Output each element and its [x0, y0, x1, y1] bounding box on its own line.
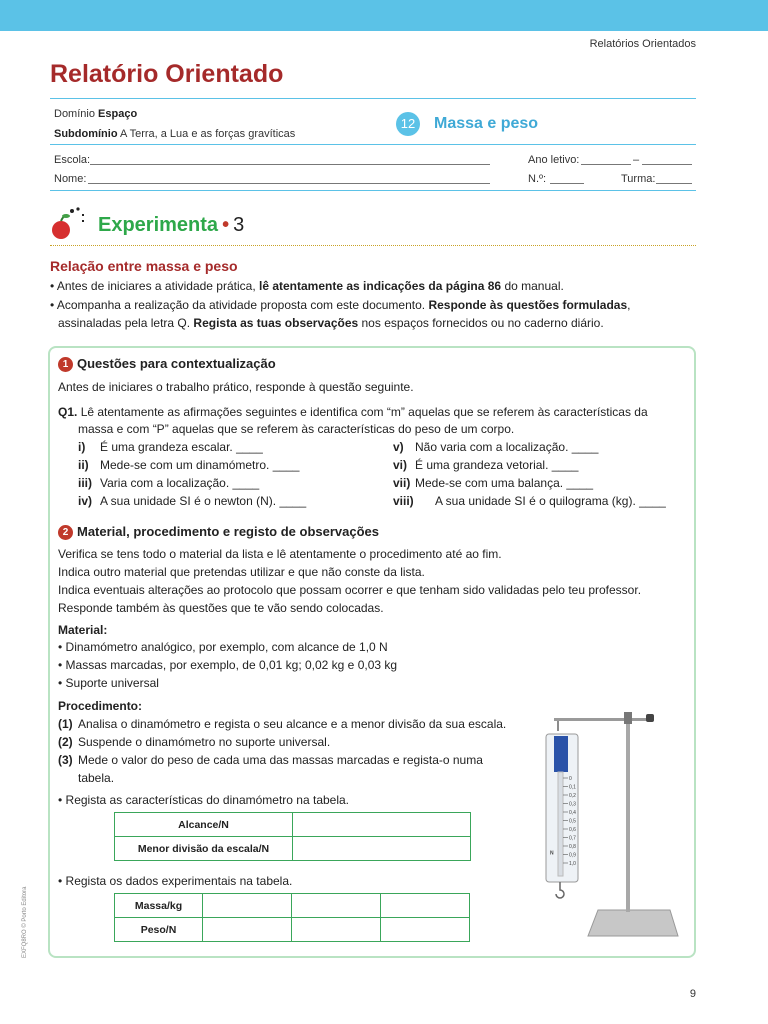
scale-tick-label: 0,2 — [569, 792, 576, 799]
procedure-step: (3) Mede o valor do peso de cada uma das massas marcadas e regista-o numa — [58, 753, 483, 767]
answer-cell[interactable] — [203, 918, 292, 942]
q1-item: viii) A sua unidade SI é o quilograma (kg). ____ — [393, 494, 666, 508]
procedure-step: (1) Analisa o dinamómetro e regista o seu alcance e a menor divisão da sua escala. — [58, 717, 507, 731]
q1-item: i) É uma grandeza escalar. ____ — [78, 440, 263, 454]
subdomain-label: Subdomínio — [54, 128, 118, 140]
divider — [50, 144, 696, 145]
answer-cell[interactable] — [292, 918, 381, 942]
scale-tick-label: 0,4 — [569, 809, 576, 816]
q1-item: vi) É uma grandeza vetorial. ____ — [393, 458, 579, 472]
year-dash: – — [633, 154, 640, 166]
q1-item: iii) Varia com a localização. ____ — [78, 476, 260, 490]
side-credit: EXFQ8RO © Porto Editora — [22, 886, 28, 958]
answer-cell[interactable] — [381, 918, 470, 942]
material-item: • Suporte universal — [58, 676, 159, 690]
scale-tick-label: 1,0 — [569, 860, 576, 867]
domain-line — [54, 108, 137, 120]
table-header-cell: Peso/N — [115, 918, 203, 942]
register-instruction-1: • Regista as características do dinamómetro na tabela. — [58, 793, 350, 807]
name-label: Nome: — [54, 173, 87, 185]
s2-paragraph: Indica eventuais alterações ao protocolo que possam ocorrer e que tenham sido validadas pelo teu professor. — [58, 583, 642, 597]
table-row — [115, 918, 470, 942]
intro-bullet-2: • Acompanha a realização da atividade proposta com este documento. Responde às questões formuladas, — [50, 298, 631, 312]
answer-cell[interactable] — [203, 894, 292, 918]
section-1-number: 1 — [58, 357, 73, 372]
s2-paragraph: Verifica se tens todo o material da lista e lê atentamente o procedimento até ao fim. — [58, 547, 502, 561]
section-title: Relação entre massa e peso — [50, 258, 238, 274]
intro-bullet-1: • Antes de iniciares a atividade prática, lê atentamente as indicações da página 86 do manual. — [50, 279, 564, 293]
class-label: Turma: — [621, 173, 656, 185]
q1-item: ii) Mede-se com um dinamómetro. ____ — [78, 458, 300, 472]
class-field[interactable] — [656, 183, 692, 184]
material-heading: Material: — [58, 623, 108, 637]
unit-number-badge: 12 — [396, 112, 420, 136]
school-field[interactable] — [90, 164, 490, 165]
table-row — [115, 894, 470, 918]
table-row — [115, 813, 471, 837]
answer-cell[interactable] — [293, 837, 471, 861]
section-2-number: 2 — [58, 525, 73, 540]
year-field-end[interactable] — [642, 164, 692, 165]
q1-item: vii) Mede-se com uma balança. ____ — [393, 476, 594, 490]
running-header: Relatórios Orientados — [589, 38, 696, 50]
material-item: • Massas marcadas, por exemplo, de 0,01 kg; 0,02 kg e 0,03 kg — [58, 658, 398, 672]
dotted-divider — [50, 245, 696, 246]
procedure-step: (2) Suspende o dinamómetro no suporte universal. — [58, 735, 331, 749]
data-table — [114, 893, 470, 942]
experiment-heading — [98, 214, 244, 237]
year-field-start[interactable] — [581, 164, 631, 165]
page-title: Relatório Orientado — [50, 60, 284, 88]
q1-label: Q1. — [58, 405, 78, 419]
unit-title: Massa e peso — [434, 115, 539, 132]
s2-paragraph: Responde também às questões que te vão sendo colocadas. — [58, 601, 384, 615]
scale-tick-label: 0,9 — [569, 852, 576, 859]
answer-cell[interactable] — [293, 813, 471, 837]
answer-cell[interactable] — [292, 894, 381, 918]
s2-paragraph: Indica outro material que pretendas utilizar e que não conste da lista. — [58, 565, 425, 579]
table-header-cell: Menor divisão da escala/N — [115, 837, 293, 861]
number-field[interactable] — [550, 183, 584, 184]
scale-unit-label: N — [550, 850, 554, 857]
divider — [50, 190, 696, 191]
q1-line-2: massa e com “P” aquelas que se referem às características do peso de um corpo. — [78, 422, 515, 436]
q1-line-1: Q1. Lê atentamente as afirmações seguintes e identifica com “m” aquelas que se referem às características da — [58, 405, 648, 419]
scale-tick-label: 0,7 — [569, 835, 576, 842]
experiment-apple-icon — [48, 205, 90, 245]
dynamometer-on-stand-illustration — [530, 706, 690, 944]
procedure-step-cont: tabela. — [78, 771, 115, 785]
subdomain-value: A Terra, a Lua e as forças gravíticas — [120, 128, 296, 140]
school-label: Escola: — [54, 154, 91, 166]
number-label: N.º: — [528, 173, 547, 185]
page-number: 9 — [689, 988, 696, 1000]
s1-lead: Antes de iniciares o trabalho prático, responde à questão seguinte. — [58, 380, 414, 394]
intro-bullet-2-cont: assinaladas pela letra Q. Regista as tuas observações nos espaços fornecidos ou no caderno diário. — [58, 316, 604, 330]
table-header-cell: Massa/kg — [115, 894, 203, 918]
section-2-title: 2 Material, procedimento e registo de observações — [58, 524, 379, 540]
q1-item: iv) A sua unidade SI é o newton (N). ____ — [78, 494, 307, 508]
subdomain-line — [54, 128, 295, 140]
scale-tick-label: 0,6 — [569, 826, 576, 833]
scale-tick-label: 0,1 — [569, 784, 576, 791]
scale-tick-label: 0,5 — [569, 818, 576, 825]
top-color-bar — [0, 0, 768, 31]
material-item: • Dinamómetro analógico, por exemplo, com alcance de 1,0 N — [58, 640, 388, 654]
experiment-bullet: • — [222, 214, 230, 236]
table-row — [115, 837, 471, 861]
q1-item: v) Não varia com a localização. ____ — [393, 440, 599, 454]
scale-tick-label: 0,3 — [569, 801, 576, 808]
name-field[interactable] — [88, 183, 490, 184]
domain-label: Domínio — [54, 108, 95, 120]
section-1-title: 1 Questões para contextualização — [58, 356, 276, 372]
procedure-heading: Procedimento: — [58, 699, 143, 713]
scale-tick-label: 0 — [569, 775, 572, 782]
experiment-label: Experimenta — [98, 214, 219, 236]
scale-tick-label: 0,8 — [569, 843, 576, 850]
experiment-number: 3 — [233, 214, 245, 236]
table-header-cell: Alcance/N — [115, 813, 293, 837]
answer-cell[interactable] — [381, 894, 470, 918]
year-label: Ano letivo: — [528, 154, 580, 166]
dynamometer-table — [114, 812, 471, 861]
divider — [50, 98, 696, 99]
domain-value: Espaço — [98, 108, 138, 120]
register-instruction-2: • Regista os dados experimentais na tabela. — [58, 874, 293, 888]
